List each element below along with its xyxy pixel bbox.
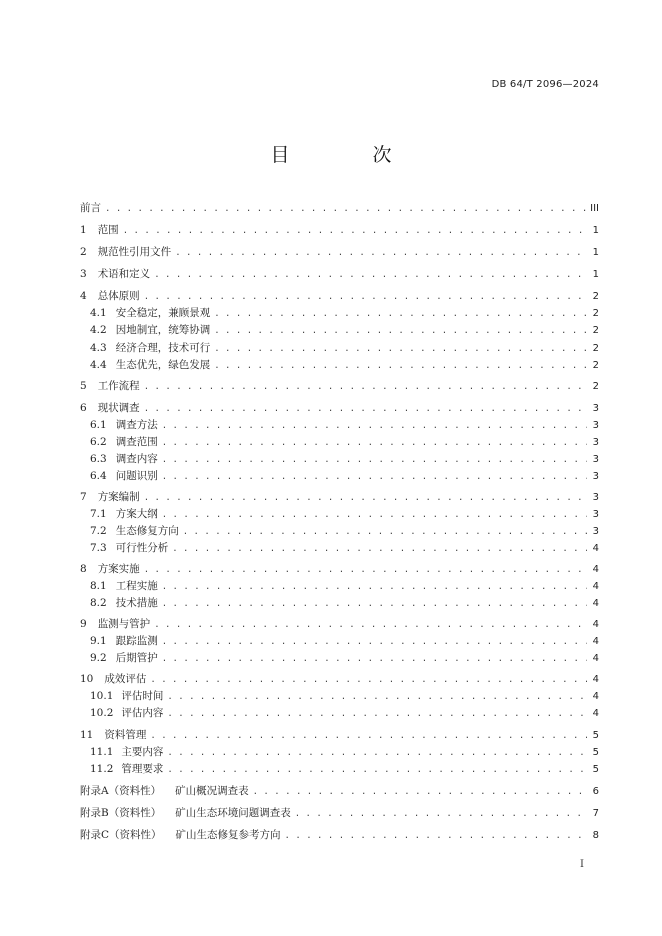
toc-entry-page: 2: [592, 343, 599, 354]
toc-entry-number: 4.2: [90, 324, 107, 336]
toc-entry-title: 跟踪监测: [115, 635, 158, 647]
toc-entry[interactable]: [90, 340, 599, 357]
toc-entry-title: 方案大纲: [115, 508, 158, 520]
toc-entry-page: 4: [592, 674, 599, 685]
toc-entry[interactable]: [80, 671, 599, 688]
toc-leader-dots: [144, 379, 587, 396]
toc-entry[interactable]: [90, 578, 599, 595]
toc-entry-number: 11.1: [90, 746, 114, 758]
toc-entry-title: 术语和定义: [97, 268, 151, 280]
toc-leader-dots: [162, 651, 587, 668]
toc-leader-dots: [150, 672, 587, 689]
toc-entry-page: 5: [592, 730, 599, 741]
toc-entry-number: 7.2: [90, 525, 107, 537]
toc-entry-number: 5: [80, 380, 87, 392]
toc-leader-dots: [144, 401, 587, 418]
toc-entry-title: 经济合理，技术可行: [115, 342, 211, 354]
toc-entry[interactable]: [90, 633, 599, 650]
toc-leader-dots: [253, 784, 587, 801]
toc-leader-dots: [214, 306, 587, 323]
toc-entry-page: 4: [592, 564, 599, 575]
toc-entry-number: 2: [80, 246, 87, 258]
toc-entry-title: 技术措施: [115, 597, 158, 609]
toc-entry-page: 2: [592, 308, 599, 319]
toc-entry-title: 因地制宜，统筹协调: [115, 324, 211, 336]
toc-entry-page: 3: [592, 454, 599, 465]
toc-entry-number: 附录B（资料性）: [80, 807, 162, 819]
toc-entry[interactable]: [80, 805, 599, 822]
toc-entry-page: 4: [592, 653, 599, 664]
toc-entry-page: 4: [592, 708, 599, 719]
toc-entry-number: 3: [80, 268, 87, 280]
toc-entry-number: 6.3: [90, 453, 107, 465]
toc-entry[interactable]: [80, 616, 599, 633]
toc-entry-page: 4: [592, 543, 599, 554]
toc-entry-title: 评估内容: [121, 707, 164, 719]
toc-entry[interactable]: [80, 266, 599, 283]
toc-leader-dots: [144, 562, 587, 579]
toc-entry-number: 8.2: [90, 597, 107, 609]
toc-entry-number: 9.1: [90, 635, 107, 647]
toc-entry-page: 4: [592, 598, 599, 609]
toc-entry-number: 8: [80, 563, 87, 575]
toc-entry[interactable]: [80, 244, 599, 261]
toc-entry-number: 11: [80, 729, 94, 741]
document-code: DB 64/T 2096—2024: [491, 79, 599, 90]
toc-entry-title: 方案编制: [97, 491, 140, 503]
toc-entry-title: 方案实施: [97, 563, 140, 575]
toc-leader-dots: [167, 706, 587, 723]
toc-leader-dots: [214, 358, 587, 375]
toc-entry-page: 4: [592, 619, 599, 630]
toc-entry[interactable]: [90, 468, 599, 485]
toc-entry[interactable]: [90, 305, 599, 322]
toc-entry[interactable]: [80, 200, 599, 217]
toc-leader-dots: [167, 762, 587, 779]
toc-leader-dots: [154, 267, 587, 284]
toc-entry[interactable]: [90, 744, 599, 761]
toc-entry-title: 问题识别: [115, 470, 158, 482]
toc-entry-page: 2: [592, 381, 599, 392]
toc-entry[interactable]: [90, 434, 599, 451]
page-title: 目 次: [270, 144, 424, 166]
toc-entry-title: 主要内容: [121, 746, 164, 758]
toc-entry-page: 4: [592, 581, 599, 592]
toc-entry-number: 附录A（资料性）: [80, 785, 162, 797]
toc-entry[interactable]: [90, 506, 599, 523]
toc-entry-number: 8.1: [90, 580, 107, 592]
toc-entry-number: 4: [80, 290, 87, 302]
toc-leader-dots: [162, 469, 587, 486]
toc-leader-dots: [162, 507, 587, 524]
toc-entry-title: 调查方法: [115, 419, 158, 431]
toc-entry[interactable]: [80, 489, 599, 506]
toc-leader-dots: [144, 289, 587, 306]
toc-entry-title: 矿山生态修复参考方向: [175, 829, 281, 841]
toc-entry[interactable]: [80, 783, 599, 800]
toc-leader-dots: [162, 435, 587, 452]
page-number: I: [580, 859, 584, 870]
toc-entry-title: 现状调查: [97, 402, 140, 414]
toc-entry[interactable]: [90, 761, 599, 778]
toc-entry[interactable]: [90, 688, 599, 705]
toc-entry[interactable]: [80, 400, 599, 417]
toc-entry[interactable]: [90, 417, 599, 434]
toc-entry-title: 工程实施: [115, 580, 158, 592]
toc-entry-page: 3: [592, 403, 599, 414]
toc-entry-page: 7: [592, 808, 599, 819]
toc-entry[interactable]: [90, 595, 599, 612]
toc-entry[interactable]: [80, 727, 599, 744]
toc-entry-number: 6.1: [90, 419, 107, 431]
toc-leader-dots: [214, 323, 587, 340]
toc-entry[interactable]: [80, 288, 599, 305]
toc-entry-number: 附录C（资料性）: [80, 829, 162, 841]
toc-entry-title: 成效评估: [104, 673, 147, 685]
toc-entry-page: 3: [592, 420, 599, 431]
toc-entry-number: 6: [80, 402, 87, 414]
toc-entry[interactable]: [90, 650, 599, 667]
toc-entry[interactable]: [90, 357, 599, 374]
toc-entry-page: 2: [592, 360, 599, 371]
toc-entry-number: 11.2: [90, 763, 114, 775]
toc-entry-page: 3: [592, 437, 599, 448]
toc-leader-dots: [214, 341, 587, 358]
toc-leader-dots: [123, 223, 587, 240]
toc-entry-page: 6: [592, 786, 599, 797]
toc-entry-page: 2: [592, 325, 599, 336]
toc-entry[interactable]: [80, 827, 599, 844]
toc-entry-title: 可行性分析: [115, 542, 169, 554]
toc-entry-page: 5: [592, 764, 599, 775]
toc-entry-title: 规范性引用文件: [97, 246, 172, 258]
toc-leader-dots: [285, 828, 587, 845]
toc-leader-dots: [167, 689, 587, 706]
toc-leader-dots: [144, 490, 587, 507]
toc-entry-number: 10.1: [90, 690, 114, 702]
toc-entry-title: 工作流程: [97, 380, 140, 392]
toc-entry[interactable]: [90, 540, 599, 557]
toc-leader-dots: [105, 201, 586, 218]
toc-entry-number: 4.3: [90, 342, 107, 354]
toc-leader-dots: [162, 579, 587, 596]
toc-entry-page: 3: [592, 471, 599, 482]
toc-leader-dots: [162, 452, 587, 469]
toc-entry-title: 管理要求: [121, 763, 164, 775]
toc-entry-title: 生态优先，绿色发展: [115, 359, 211, 371]
toc-leader-dots: [162, 418, 587, 435]
toc-entry-page: 3: [592, 509, 599, 520]
toc-entry-page: 8: [592, 830, 599, 841]
toc-entry-page: 1: [592, 247, 599, 258]
toc-entry-number: 4.1: [90, 307, 107, 319]
toc-entry-number: 7.1: [90, 508, 107, 520]
toc-entry-title: 资料管理: [104, 729, 147, 741]
toc-leader-dots: [172, 541, 587, 558]
toc-leader-dots: [183, 524, 587, 541]
toc-entry-page: III: [590, 203, 599, 214]
toc-entry-number: 9.2: [90, 652, 107, 664]
toc-entry-page: 5: [592, 747, 599, 758]
toc-entry-title: 调查范围: [115, 436, 158, 448]
toc-entry-number: 10: [80, 673, 94, 685]
toc-entry-page: 1: [592, 225, 599, 236]
toc-entry-number: 9: [80, 618, 87, 630]
toc-entry-page: 3: [592, 526, 599, 537]
toc-entry-number: 1: [80, 224, 87, 236]
toc-entry[interactable]: [80, 561, 599, 578]
toc-leader-dots: [162, 634, 587, 651]
toc-entry-title: 生态修复方向: [115, 525, 179, 537]
toc-leader-dots: [175, 245, 587, 262]
toc-entry-number: 4.4: [90, 359, 107, 371]
toc-entry[interactable]: [90, 322, 599, 339]
toc-entry[interactable]: [90, 523, 599, 540]
toc-entry-page: 2: [592, 291, 599, 302]
toc-entry-page: 3: [592, 492, 599, 503]
toc-entry-number: 7: [80, 491, 87, 503]
toc-entry-title: 监测与管护: [97, 618, 151, 630]
toc-entry-page: 1: [592, 269, 599, 280]
toc-leader-dots: [295, 806, 587, 823]
toc-entry-title: 评估时间: [121, 690, 164, 702]
toc-entry-number: 6.4: [90, 470, 107, 482]
toc-entry-page: 4: [592, 636, 599, 647]
toc-entry-number: 10.2: [90, 707, 114, 719]
toc-entry-title: 矿山生态环境问题调查表: [175, 807, 291, 819]
toc-entry-page: 4: [592, 691, 599, 702]
toc-entry-title: 安全稳定，兼顾景观: [115, 307, 211, 319]
toc-entry[interactable]: [90, 451, 599, 468]
toc-entry[interactable]: [90, 705, 599, 722]
toc-leader-dots: [167, 745, 587, 762]
toc-entry[interactable]: [80, 378, 599, 395]
toc-leader-dots: [150, 728, 587, 745]
toc-entry-number: 7.3: [90, 542, 107, 554]
toc-entry-title: 矿山概况调查表: [175, 785, 249, 797]
toc-entry-number: 6.2: [90, 436, 107, 448]
toc-entry-title: 后期管护: [115, 652, 158, 664]
toc-leader-dots: [154, 617, 587, 634]
toc-entry[interactable]: [80, 222, 599, 239]
toc-entry-title: 总体原则: [97, 290, 140, 302]
toc-entry-title: 前言: [80, 202, 101, 214]
toc-entry-title: 调查内容: [115, 453, 158, 465]
toc-leader-dots: [162, 596, 587, 613]
toc-entry-title: 范围: [97, 224, 119, 236]
